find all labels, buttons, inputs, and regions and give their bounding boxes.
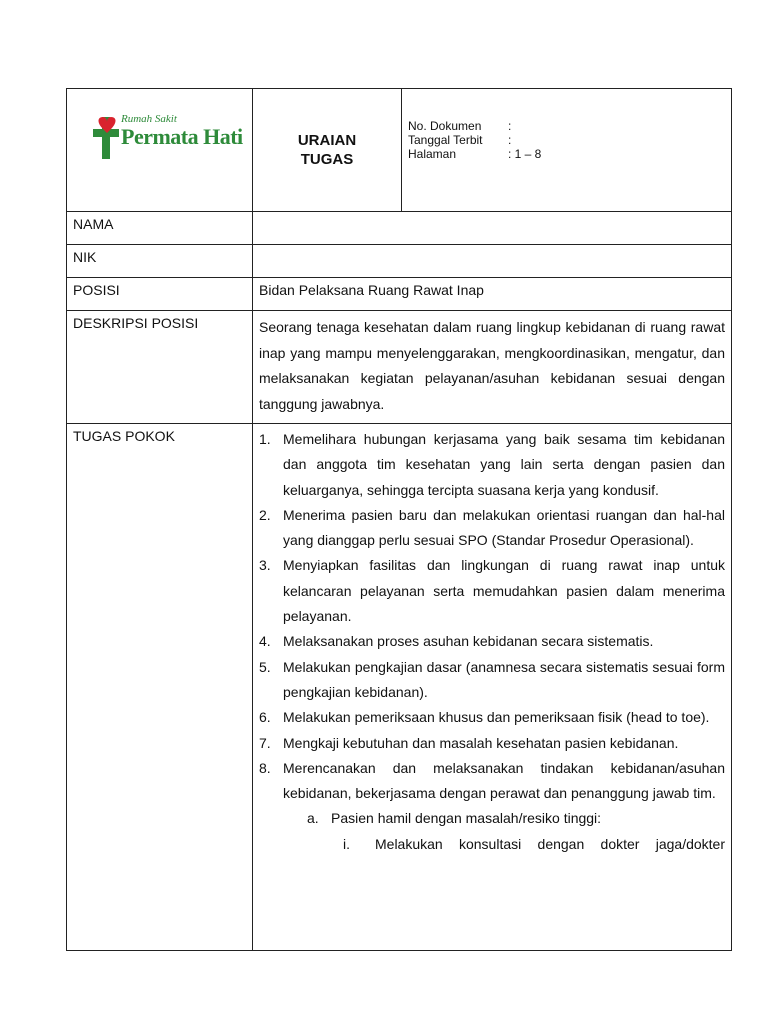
item-number: 2. — [259, 506, 271, 523]
row-nama — [67, 212, 732, 245]
meta-row — [408, 119, 731, 133]
cross-icon — [93, 115, 121, 161]
row-deskripsi — [67, 311, 732, 424]
meta-label: No. Dokumen — [408, 119, 482, 133]
list-item — [259, 731, 725, 756]
meta-label: Halaman — [408, 147, 457, 161]
nik-label: NIK — [67, 245, 253, 278]
meta-label: Tanggal Terbit — [408, 133, 483, 147]
meta-value: : — [508, 119, 512, 133]
meta-value: : — [508, 133, 512, 147]
tugas-pokok-label: TUGAS POKOK — [67, 424, 253, 951]
item-number: 8. — [259, 759, 271, 776]
deskripsi-label: DESKRIPSI POSISI — [67, 311, 253, 424]
list-item — [259, 427, 725, 503]
sub-item-a — [259, 806, 725, 831]
logo-subtitle: Rumah Sakit — [121, 113, 177, 125]
item-number: 6. — [259, 709, 271, 726]
hospital-logo — [93, 113, 243, 165]
item-text: Melakukan pengkajian dasar (anamnesa secara sistematis sesuai form pengkajian kebidanan). — [283, 658, 725, 700]
document-meta — [402, 89, 732, 212]
item-number: 7. — [259, 734, 271, 751]
meta-value: : 1 – 8 — [508, 147, 542, 161]
item-text: Memelihara hubungan kerjasama yang baik sesama tim kebidanan dan anggota tim kesehatan yang lain serta dengan pasien dan keluarganya, sehingga tercipta suasana kerja yang kondusif. — [283, 431, 725, 498]
item-number: 4. — [259, 633, 271, 650]
job-description-table — [66, 88, 732, 951]
item-text: Menyiapkan fasilitas dan lingkungan di ruang rawat inap untuk kelancaran pelayanan serta memudahkan pasien dalam menerima pelayanan. — [283, 557, 725, 625]
list-item — [259, 629, 725, 654]
item-text: Merencanakan dan melaksanakan tindakan kebidanan/asuhan kebidanan, bekerjasama dengan perawat dan penanggung jawab tim. — [283, 759, 725, 802]
tugas-pokok-cell — [253, 424, 732, 951]
meta-row — [408, 147, 731, 161]
nama-value — [253, 212, 732, 245]
logo-title: Permata Hati — [121, 124, 243, 149]
document-title — [253, 89, 402, 212]
sub-item-number: i. — [343, 835, 350, 852]
posisi-value: Bidan Pelaksana Ruang Rawat Inap — [253, 278, 732, 311]
list-item — [259, 503, 725, 554]
deskripsi-cell — [253, 311, 732, 424]
list-item — [259, 705, 725, 730]
sub-item-text: Pasien hamil dengan masalah/resiko tinggi: — [331, 810, 602, 827]
list-item — [259, 553, 725, 629]
logo-cell — [67, 89, 253, 212]
list-item — [259, 756, 725, 807]
title-line-1: URAIAN — [297, 132, 357, 149]
row-posisi — [67, 278, 732, 311]
nik-value — [253, 245, 732, 278]
title-line-2: TUGAS — [300, 151, 354, 168]
row-tugas-pokok — [67, 424, 732, 951]
item-text: Mengkaji kebutuhan dan masalah kesehatan pasien kebidanan. — [283, 734, 679, 751]
posisi-label: POSISI — [67, 278, 253, 311]
list-item — [259, 655, 725, 706]
meta-row — [408, 133, 731, 147]
row-nik — [67, 245, 732, 278]
sub-item-i — [259, 832, 725, 857]
item-number: 3. — [259, 557, 271, 574]
deskripsi-text: Seorang tenaga kesehatan dalam ruang lingkup kebidanan di ruang rawat inap yang mampu menyelenggarakan, mengkoordinasikan, mengatur, dan melaksanakan kegiatan pelayanan/asuhan kebidanan sesuai dengan tanggung jawabnya. — [259, 319, 725, 412]
sub-item-number: a. — [307, 810, 319, 827]
item-text: Melaksanakan proses asuhan kebidanan secara sistematis. — [283, 633, 654, 650]
item-text: Menerima pasien baru dan melakukan orientasi ruangan dan hal-hal yang dianggap perlu sesuai SPO (Standar Prosedur Operasional). — [283, 506, 725, 549]
item-number: 5. — [259, 658, 271, 675]
nama-label: NAMA — [67, 212, 253, 245]
task-list — [259, 427, 725, 806]
sub-item-text: Melakukan konsultasi dengan dokter jaga/dokter — [375, 835, 725, 852]
item-text: Melakukan pemeriksaan khusus dan pemeriksaan fisik (head to toe). — [283, 709, 710, 726]
header-row — [67, 89, 732, 212]
item-number: 1. — [259, 431, 271, 447]
